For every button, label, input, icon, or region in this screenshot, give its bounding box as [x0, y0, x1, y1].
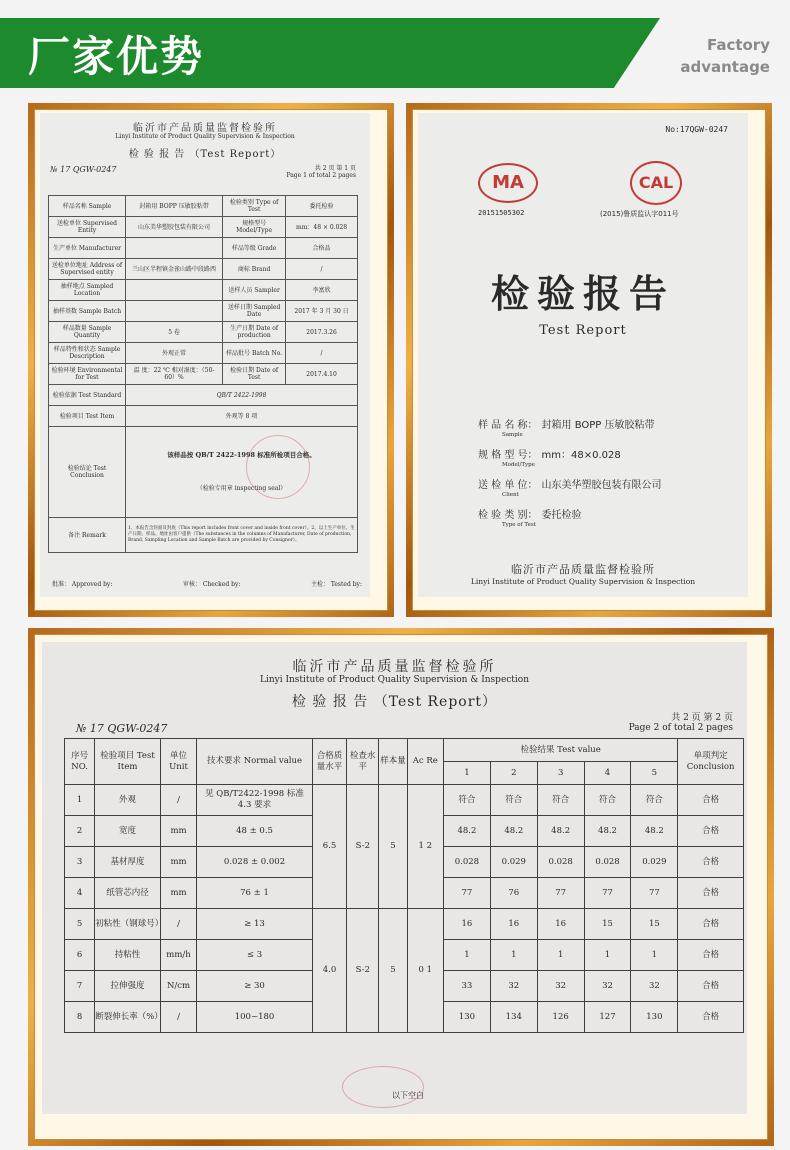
cover-field-value: 山东美华塑胶包装有限公司: [541, 480, 662, 491]
result-value: 48.2: [584, 816, 631, 847]
result-value: 32: [631, 971, 678, 1002]
cma-mark-icon: MA: [478, 163, 538, 203]
conclusion: 合格: [678, 816, 744, 847]
cover-field-label: 规 格 型 号：: [478, 450, 538, 461]
result-value: 符合: [584, 785, 631, 816]
test-item: 持粘性: [95, 940, 161, 971]
page-indicator-cn: 共 2 页 第 1 页: [314, 165, 356, 172]
result-value: 0.028: [444, 847, 491, 878]
result-value: 符合: [631, 785, 678, 816]
requirement: ≥ 30: [197, 971, 313, 1002]
result-value: 16: [444, 909, 491, 940]
table-row: [49, 322, 358, 343]
unit: mm: [160, 816, 196, 847]
field-value: /: [286, 343, 358, 364]
result-value: 1: [444, 940, 491, 971]
conclusion: 合格: [678, 971, 744, 1002]
conclusion-cell: [126, 427, 358, 518]
result-col-header: 2: [490, 762, 537, 785]
result-value: 1: [537, 940, 584, 971]
requirement: ≤ 3: [197, 940, 313, 971]
result-value: 0.028: [584, 847, 631, 878]
cover-field-row: [478, 413, 738, 438]
field-label: 送检单位地址 Address of Supervised entity: [49, 259, 126, 280]
result-value: 16: [490, 909, 537, 940]
report-title: 检 验 报 告 （Test Report）: [128, 149, 282, 160]
field-label: 检验日期 Date of Test: [223, 364, 286, 385]
results-table: [64, 738, 744, 1033]
table-row: [49, 259, 358, 280]
cover-field-label-en: Type of Test: [502, 522, 536, 528]
sample-group-1: 5: [379, 785, 407, 909]
requirement: 48 ± 0.5: [197, 816, 313, 847]
results-institute-en: Linyi Institute of Product Quality Supervision & Inspection: [259, 675, 530, 685]
cal-code: (2015)鲁质监认字011号: [600, 210, 679, 218]
col-item-header: 检验项目 Test Item: [95, 739, 161, 785]
row-number: 1: [65, 785, 95, 816]
field-value: [126, 238, 223, 259]
col-acre-header: Ac Re: [407, 739, 443, 785]
field-label: 样品批号 Batch No.: [223, 343, 286, 364]
section-subtitle: [650, 34, 770, 78]
page-indicator-en: Page 1 of total 2 pages: [286, 172, 356, 179]
field-value: [126, 301, 223, 322]
table-row: [49, 406, 358, 427]
result-value: 48.2: [631, 816, 678, 847]
field-value: 委托检验: [286, 196, 358, 217]
field-value: mm：48 × 0.028: [286, 217, 358, 238]
table-row: [49, 364, 358, 385]
certificate-frame-1: [28, 103, 394, 617]
level-group-2: S-2: [347, 909, 379, 1033]
unit: /: [160, 785, 196, 816]
row-number: 6: [65, 940, 95, 971]
sample-group-2: 5: [379, 909, 407, 1033]
unit: mm/h: [160, 940, 196, 971]
result-value: 0.029: [490, 847, 537, 878]
result-value: 符合: [537, 785, 584, 816]
test-item: 断裂伸长率（%）: [95, 1002, 161, 1033]
row-number: 8: [65, 1002, 95, 1033]
col-unit-header: 单位 Unit: [160, 739, 196, 785]
certificate-frame-2: [406, 103, 772, 617]
seal-stamp-icon: [342, 1066, 424, 1108]
result-value: 15: [631, 909, 678, 940]
result-value: 1: [490, 940, 537, 971]
field-value: 2017.3.26: [286, 322, 358, 343]
result-col-header: 4: [584, 762, 631, 785]
result-value: 33: [444, 971, 491, 1002]
standard-label: 检验依据 Test Standard: [49, 385, 126, 406]
cover-field-label-en: Sample: [502, 432, 523, 438]
col-no-header: 序号 NO.: [65, 739, 95, 785]
table-row: [49, 196, 358, 217]
remark-label: 备注 Remark: [49, 518, 126, 553]
result-value: 48.2: [490, 816, 537, 847]
report-cover-page: [418, 113, 748, 597]
institute-name-cn: 临沂市产品质量监督检验所: [133, 123, 277, 134]
cover-field-row: [478, 503, 738, 528]
unit: /: [160, 1002, 196, 1033]
row-number: 5: [65, 909, 95, 940]
result-value: 1: [584, 940, 631, 971]
cal-mark-icon: CAL: [630, 161, 682, 205]
field-value: [126, 280, 223, 301]
report-results-page: [42, 642, 747, 1114]
result-value: 76: [490, 878, 537, 909]
result-value: 符合: [490, 785, 537, 816]
result-value: 48.2: [537, 816, 584, 847]
unit: mm: [160, 847, 196, 878]
result-value: 77: [584, 878, 631, 909]
field-value: 封箱用 BOPP 压敏胶粘带: [126, 196, 223, 217]
signature-row: [52, 579, 362, 588]
unit: N/cm: [160, 971, 196, 1002]
row-number: 7: [65, 971, 95, 1002]
certificate-frame-3: [28, 628, 774, 1146]
result-value: 32: [584, 971, 631, 1002]
cover-field-label-en: Client: [502, 492, 519, 498]
result-value: 130: [631, 1002, 678, 1033]
results-page-en: Page 2 of total 2 pages: [628, 723, 733, 733]
table-row: [49, 343, 358, 364]
test-item-label: 检验项目 Test Item: [49, 406, 126, 427]
checked-by: 审核： Checked by:: [182, 581, 241, 588]
result-value: 77: [631, 878, 678, 909]
field-label: 样品数量 Sample Quantity: [49, 322, 126, 343]
result-value: 32: [490, 971, 537, 1002]
result-value: 130: [444, 1002, 491, 1033]
field-value: 兰山区半程镇金雀山路中段路西: [126, 259, 223, 280]
col-aql-header: 合格质量水平: [312, 739, 346, 785]
conclusion: 合格: [678, 1002, 744, 1033]
field-label: 样品名称 Sample: [49, 196, 126, 217]
cover-field-value: mm：48×0.028: [541, 450, 621, 461]
requirement: 76 ± 1: [197, 878, 313, 909]
cover-field-value: 封箱用 BOPP 压敏胶粘带: [541, 420, 655, 431]
requirement: 0.028 ± 0.002: [197, 847, 313, 878]
page-indicator: [286, 163, 356, 179]
field-label: 检验类别 Type of Test: [223, 196, 286, 217]
field-label: 商标 Brand: [223, 259, 286, 280]
requirement: 见 QB/T2422-1998 标准 4.3 要求: [197, 785, 313, 816]
results-report-number: № 17 QGW-0247: [76, 722, 168, 735]
field-label: 生产单位 Manufacturer: [49, 238, 126, 259]
table-row: [49, 238, 358, 259]
field-label: 样品等级 Grade: [223, 238, 286, 259]
acre-group-2: 0 1: [407, 909, 443, 1033]
field-label: 送样人员 Sampler: [223, 280, 286, 301]
result-value: 符合: [444, 785, 491, 816]
blank-below-note: 以下空白: [392, 1091, 424, 1100]
field-label: 样品特性和状态 Sample Description: [49, 343, 126, 364]
field-value: 5 卷: [126, 322, 223, 343]
acre-group-1: 1 2: [407, 785, 443, 909]
result-value: 134: [490, 1002, 537, 1033]
result-value: 0.029: [631, 847, 678, 878]
result-value: 0.028: [537, 847, 584, 878]
conclusion: 合格: [678, 909, 744, 940]
test-item-value: 外观等 8 项: [126, 406, 358, 427]
table-row: [49, 427, 358, 518]
cover-field-label: 检 验 类 别：: [478, 510, 538, 521]
unit: mm: [160, 878, 196, 909]
col-req-header: 技术要求 Normal value: [197, 739, 313, 785]
level-group-1: S-2: [347, 785, 379, 909]
table-row: [49, 301, 358, 322]
result-value: 1: [631, 940, 678, 971]
test-item: 基材厚度: [95, 847, 161, 878]
field-label: 送检单位 Supervised Entity: [49, 217, 126, 238]
cover-report-number: No:17QGW-0247: [665, 125, 728, 134]
results-institute-cn: 临沂市产品质量监督检验所: [292, 659, 497, 675]
field-label: 生产日期 Date of production: [223, 322, 286, 343]
cover-field-row: [478, 443, 738, 468]
table-row: [49, 518, 358, 553]
field-label: 抽样地点 Sampled Location: [49, 280, 126, 301]
field-value: /: [286, 259, 358, 280]
conclusion: 合格: [678, 878, 744, 909]
result-value: 16: [537, 909, 584, 940]
table-row: [65, 785, 744, 816]
inspection-seal-icon: [246, 435, 310, 499]
cover-field-row: [478, 473, 738, 498]
results-header-row: [65, 739, 744, 762]
field-label: 送样日期 Sampled Date: [223, 301, 286, 322]
report-number: № 17 QGW-0247: [50, 165, 117, 174]
cover-title-cn: 检验报告: [490, 272, 675, 316]
section-title: 厂家优势: [28, 32, 205, 81]
result-value: 77: [537, 878, 584, 909]
table-row: [49, 385, 358, 406]
field-value: 合格品: [286, 238, 358, 259]
institute-name-en: Linyi Institute of Product Quality Supervision & Inspection: [115, 133, 295, 140]
cover-field-value: 委托检验: [541, 510, 582, 521]
tested-by: 主检： Tested by:: [310, 581, 362, 588]
col-conclusion-header: 单项判定 Conclusion: [678, 739, 744, 785]
field-value: 外观正常: [126, 343, 223, 364]
aql-group-2: 4.0: [312, 909, 346, 1033]
col-sample-header: 样本量: [379, 739, 407, 785]
field-value: 2017 年 3 月 30 日: [286, 301, 358, 322]
table-row: [65, 909, 744, 940]
standard-value: QB/T 2422-1998: [126, 385, 358, 406]
conclusion: 合格: [678, 785, 744, 816]
requirement: ≥ 13: [197, 909, 313, 940]
cover-title-en: Test Report: [539, 323, 627, 338]
cover-field-label: 样 品 名 称：: [478, 420, 538, 431]
test-item: 外观: [95, 785, 161, 816]
cover-field-label: 送 检 单 位：: [478, 480, 538, 491]
conclusion: 合格: [678, 847, 744, 878]
unit: /: [160, 909, 196, 940]
row-number: 2: [65, 816, 95, 847]
seal-note: （检验专用章 inspecting seal）: [196, 485, 287, 492]
field-label: 检验环境 Environmental for Test: [49, 364, 126, 385]
field-value: 山东美华塑胶包装有限公司: [126, 217, 223, 238]
result-value: 77: [444, 878, 491, 909]
subtitle-line-1: Factory: [706, 36, 770, 54]
test-item: 初粘性（钢球号）: [95, 909, 161, 940]
conclusion: 合格: [678, 940, 744, 971]
report-info-table: [48, 195, 358, 553]
col-result-header: 检验结果 Test value: [444, 739, 678, 762]
results-page-cn: 共 2 页 第 2 页: [671, 713, 733, 723]
table-row: [49, 280, 358, 301]
test-item: 拉伸强度: [95, 971, 161, 1002]
test-item: 宽度: [95, 816, 161, 847]
row-number: 3: [65, 847, 95, 878]
cma-code: 20151505302: [478, 209, 525, 217]
result-value: 15: [584, 909, 631, 940]
result-col-header: 5: [631, 762, 678, 785]
result-value: 127: [584, 1002, 631, 1033]
conclusion-value: 该样品按 QB/T 2422-1998 标准所检项目合格。: [167, 451, 316, 459]
approved-by: 批准： Approved by:: [52, 581, 113, 588]
cover-institute-en: Linyi Institute of Product Quality Supervision & Inspection: [470, 577, 696, 586]
cover-field-label-en: Model/Type: [502, 462, 535, 468]
result-value: 126: [537, 1002, 584, 1033]
results-page-indicator: [629, 710, 733, 733]
col-level-header: 检查水平: [347, 739, 379, 785]
conclusion-label: 检验结论 Test Conclusion: [49, 427, 126, 518]
field-value: 李富欣: [286, 280, 358, 301]
page-header: [0, 0, 790, 95]
table-row: [49, 217, 358, 238]
subtitle-line-2: advantage: [680, 58, 770, 76]
row-number: 4: [65, 878, 95, 909]
remark-value: 1、本报告含封面及封底（This report includes front cover and inside front cover）。2、以上生产单位、生产日期、样品、地址由客户提供（The substances in the columns of Manufacturer, Date of production, Brand, Sampling Location and Sample Batch are provided by Consignor）。: [126, 518, 358, 553]
field-label: 规格型号 Model/Type: [223, 217, 286, 238]
result-col-header: 1: [444, 762, 491, 785]
requirement: 100~180: [197, 1002, 313, 1033]
test-item: 纸管芯内径: [95, 878, 161, 909]
field-value: 2017.4.10: [286, 364, 358, 385]
results-title: 检 验 报 告 （Test Report）: [291, 694, 498, 710]
aql-group-1: 6.5: [312, 785, 346, 909]
result-value: 48.2: [444, 816, 491, 847]
field-value: 温 度：22 ℃ 相对湿度：（50-60）%: [126, 364, 223, 385]
result-col-header: 3: [537, 762, 584, 785]
result-value: 32: [537, 971, 584, 1002]
report-page-1: [40, 113, 370, 597]
field-label: 抽样基数 Sample Batch: [49, 301, 126, 322]
cover-institute-cn: 临沂市产品质量监督检验所: [511, 563, 655, 576]
